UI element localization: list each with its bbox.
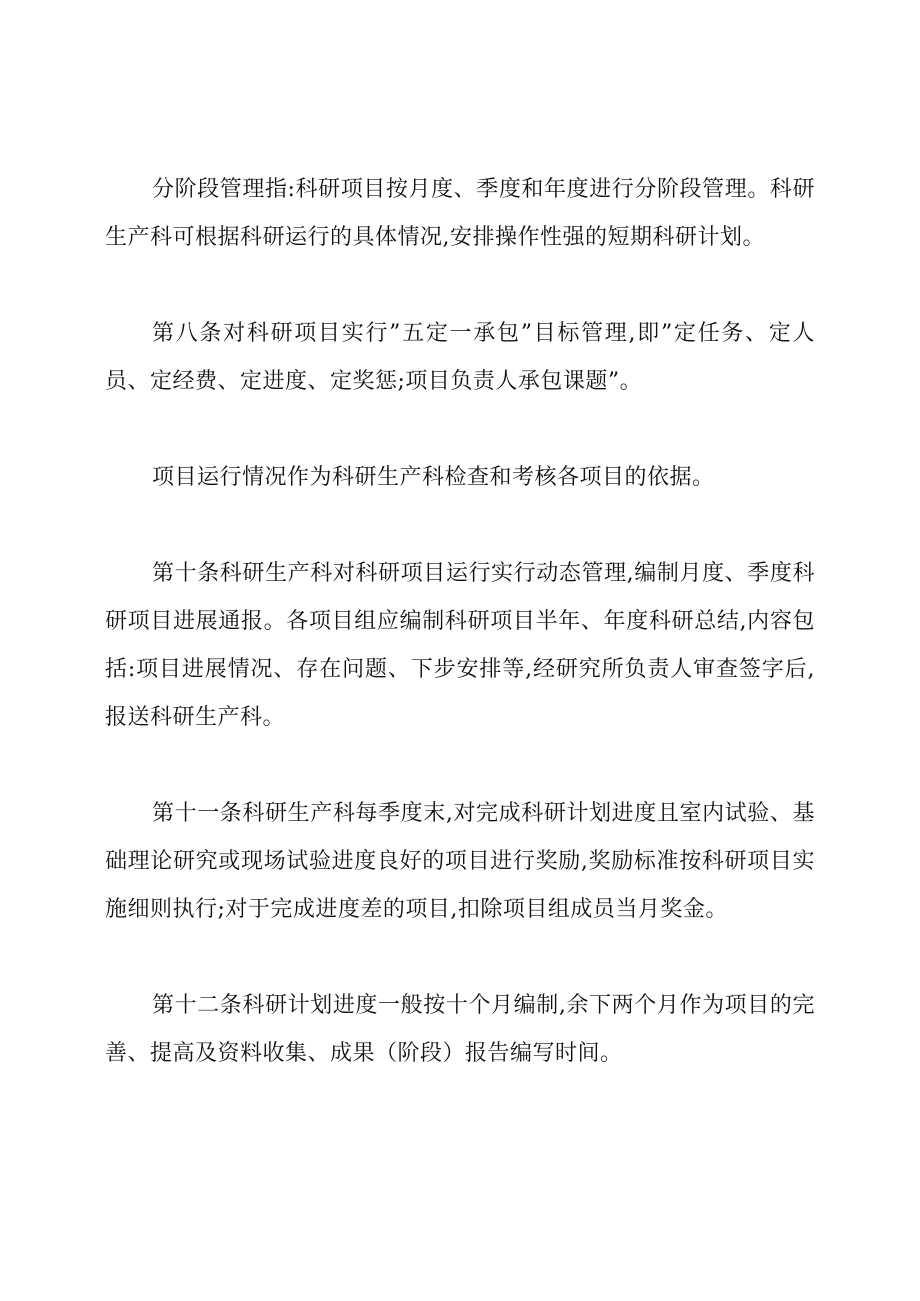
paragraph-project-evaluation-basis: 项目运行情况作为科研生产科检查和考核各项目的依据。 bbox=[152, 465, 715, 490]
paragraph-article-11: 第十一条科研生产科每季度末,对完成科研计划进度且室内试验、基础理论研究或现场试验进度良好的项目进行奖励,奖励标准按科研项目实施细则执行;对于完成进度差的项目,扣除项目组成员当月奖金。 bbox=[105, 801, 815, 922]
paragraph-article-12: 第十二条科研计划进度一般按十个月编制,余下两个月作为项目的完善、提高及资料收集、成果（阶段）报告编写时间。 bbox=[105, 993, 815, 1066]
paragraph-article-8: 第八条对科研项目实行”五定一承包”目标管理,即”定任务、定人员、定经费、定进度、定奖惩;项目负责人承包课题”。 bbox=[105, 321, 815, 394]
paragraph-phased-management: 分阶段管理指:科研项目按月度、季度和年度进行分阶段管理。科研生产科可根据科研运行的具体情况,安排操作性强的短期科研计划。 bbox=[105, 177, 815, 250]
paragraph-article-10: 第十条科研生产科对科研项目运行实行动态管理,编制月度、季度科研项目进展通报。各项目组应编制科研项目半年、年度科研总结,内容包括:项目进展情况、存在问题、下步安排等,经研究所负责人审查签字后,报送科研生产科。 bbox=[105, 561, 815, 730]
